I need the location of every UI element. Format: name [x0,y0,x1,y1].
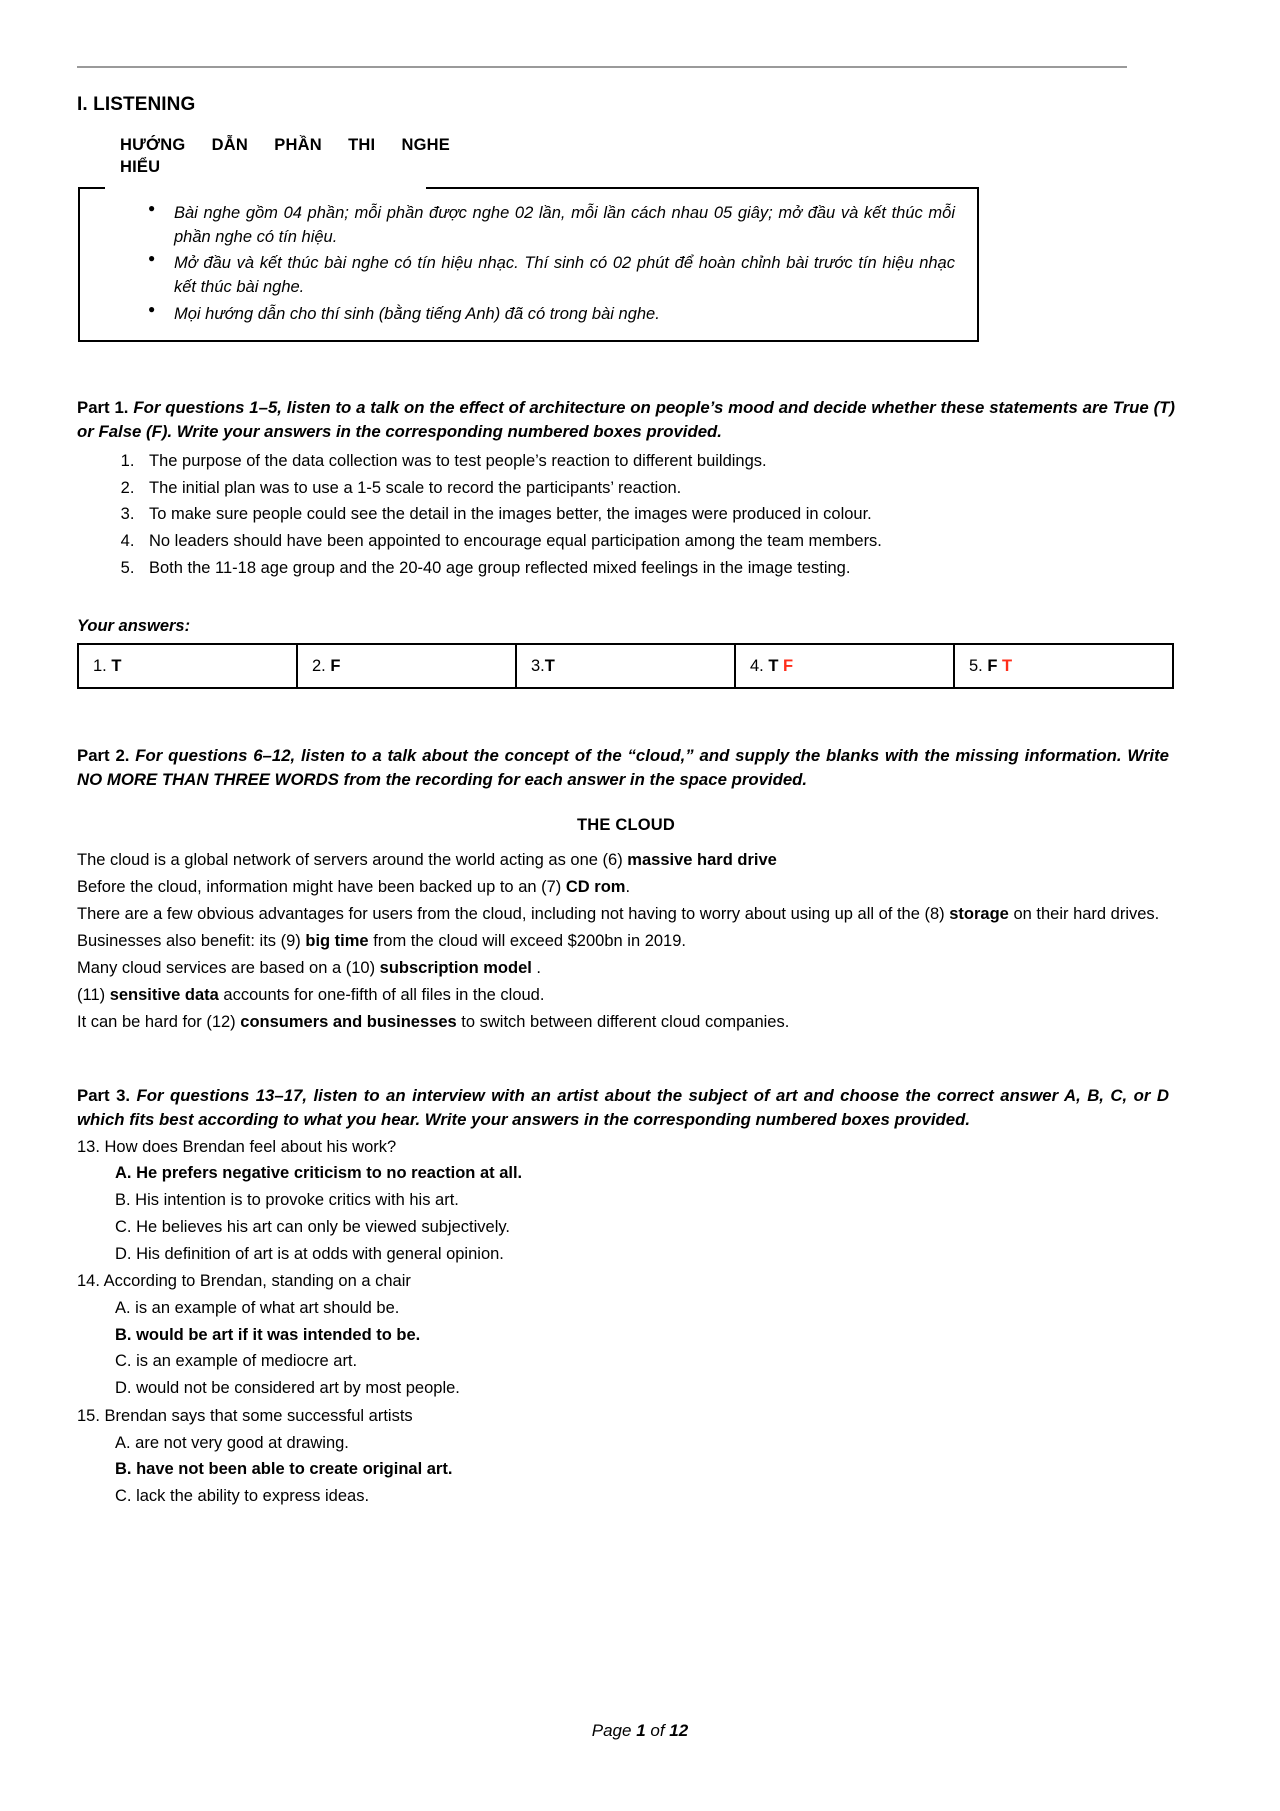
option-13-c[interactable]: C. He believes his art can only be viewed subjectively. [115,1217,510,1236]
part1-label: Part 1. [77,397,129,417]
guide-bullet-item: ● Bài nghe gồm 04 phần; mỗi phần được nghe 02 lần, mỗi lần cách nhau 05 giây; mở đầu và kết thúc mỗi phần nghe có tín hiệu. [98,201,959,250]
part2-heading [77,744,1169,792]
gapfill-line [77,956,1169,982]
answer-value: T [111,656,122,675]
part3-question-list [77,1134,1175,1510]
list-item: 2. The initial plan was to use a 1-5 scale to record the participants’ reaction. [139,475,1175,502]
guide-heading [120,134,450,179]
gapfill-pre: The cloud is a global network of servers around the world acting as one (6) [77,851,628,870]
gapfill-line [77,875,1169,901]
passage-title: THE CLOUD [576,816,676,835]
answer-cell-4[interactable] [735,644,954,688]
part2-instruction: For questions 6–12, listen to a talk about the concept of the “cloud,” and supply the blanks with the missing information. Write NO MORE THAN THREE WORDS from the recording for each answer in the space provided. [77,746,1170,790]
gapfill-answer: storage [949,905,1009,924]
answer-number: 1. [93,656,107,675]
page-title: I. LISTENING [77,94,196,115]
footer-total-pages: 12 [669,1721,689,1740]
gapfill-pre: Many cloud services are based on a (10) [77,959,380,977]
part2-gapfill-passage [77,848,1169,1035]
question-stem-14: 14. According to Brendan, standing on a chair [77,1272,411,1291]
gapfill-pre: Before the cloud, information might have been backed up to an (7) [77,878,566,897]
gapfill-post: accounts for one-fifth of all files in the cloud. [218,985,545,1004]
guide-box-border-left [78,187,105,189]
gapfill-line [77,1010,1169,1036]
gapfill-line [77,929,1169,955]
gapfill-line [77,983,1169,1009]
guide-heading-line2: HIỂU [120,158,161,177]
gapfill-answer: consumers and businesses [240,1012,457,1031]
gapfill-answer: subscription model [379,959,532,977]
answer-value: T [544,656,555,675]
option-14-a[interactable]: A. is an example of what art should be. [115,1299,400,1318]
guide-box-border-right [426,187,979,189]
answer-cell-3[interactable] [516,644,735,688]
list-item: 3. To make sure people could see the detail in the images better, the images were produced in colour. [139,501,1175,528]
part1-answers-table [77,643,1174,689]
answer-cell-1[interactable] [78,644,297,688]
part3-label: Part 3. [77,1085,131,1105]
option-15-b[interactable]: B. have not been able to create original art. [115,1460,453,1479]
table-row [78,644,1173,688]
option-13-d[interactable]: D. His definition of art is at odds with general opinion. [115,1244,504,1263]
gapfill-post: on their hard drives. [1008,905,1160,924]
answer-correction: T [1002,656,1013,675]
gapfill-answer: massive hard drive [627,851,777,870]
guide-bullet-list [98,201,959,326]
answer-number: 3. [531,656,545,675]
answer-value: T [768,656,779,675]
guide-bullet-item: ● Mở đầu và kết thúc bài nghe có tín hiệu nhạc. Thí sinh có 02 phút để hoàn chỉnh bài trước tín hiệu nhạc kết thúc bài nghe. [98,251,959,300]
gapfill-pre: Businesses also benefit: its (9) [77,932,306,951]
gapfill-post: . [531,959,542,977]
answer-value: F [987,656,998,675]
guide-box [78,187,979,342]
option-15-c[interactable]: C. lack the ability to express ideas. [115,1487,370,1506]
page-footer [0,1721,1280,1741]
part2-label: Part 2. [77,746,130,766]
part1-instruction: For questions 1–5, listen to a talk on the effect of architecture on people’s mood and decide whether these statements are True (T) or False (F). Write your answers in the corresponding numbered boxes provided. [77,397,1175,441]
option-14-d[interactable]: D. would not be considered art by most people. [115,1379,460,1398]
list-item: 1. The purpose of the data collection was to test people’s reaction to different buildings. [139,448,1175,475]
gapfill-line [77,848,1169,874]
part3-heading [77,1084,1169,1132]
list-item: 5. Both the 11-18 age group and the 20-40 age group reflected mixed feelings in the image testing. [139,555,1175,582]
question-stem-15: 15. Brendan says that some successful artists [77,1406,413,1425]
answer-number: 4. [750,656,764,675]
answer-cell-5[interactable] [954,644,1173,688]
gapfill-answer: big time [305,932,369,951]
gapfill-answer: sensitive data [109,985,219,1004]
gapfill-post: . [625,878,631,897]
footer-page-number: 1 [636,1721,646,1740]
footer-prefix: Page [591,1721,637,1740]
guide-bullet-item: ● Mọi hướng dẫn cho thí sinh (bằng tiếng Anh) đã có trong bài nghe. [98,302,959,326]
part1-statement-list [77,448,1175,582]
option-15-a[interactable]: A. are not very good at drawing. [115,1433,349,1452]
gapfill-post: to switch between different cloud companies. [456,1012,790,1031]
answer-cell-2[interactable] [297,644,516,688]
part1-heading [77,396,1175,444]
part3-instruction: For questions 13–17, listen to an interview with an artist about the subject of art and choose the correct answer A, B, C, or D which fits best according to what you hear. Write your answers in the corresponding numbered boxes provided. [77,1085,1169,1129]
footer-middle: of [645,1721,670,1740]
your-answers-label: Your answers: [77,617,191,636]
gapfill-answer: CD rom [565,878,626,897]
gapfill-pre: It can be hard for (12) [77,1012,241,1031]
gapfill-pre: There are a few obvious advantages for users from the cloud, including not having to worry about using up all of the (8) [77,905,950,924]
gapfill-pre: (11) [77,985,110,1004]
answer-value: F [330,656,341,675]
answer-correction: F [783,656,794,675]
answer-number: 5. [969,656,983,675]
header-divider [77,66,1127,68]
option-13-b[interactable]: B. His intention is to provoke critics with his art. [115,1191,459,1210]
list-item: 4. No leaders should have been appointed to encourage equal participation among the team members. [139,528,1175,555]
gapfill-line [77,902,1169,928]
option-14-c[interactable]: C. is an example of mediocre art. [115,1352,358,1371]
option-13-a[interactable]: A. He prefers negative criticism to no reaction at all. [115,1164,523,1183]
question-stem-13: 13. How does Brendan feel about his work? [77,1137,397,1156]
gapfill-post: from the cloud will exceed $200bn in 2019. [368,932,686,951]
guide-heading-line1: HƯỚNG DẪN PHẦN THI NGHE [120,136,450,154]
answer-number: 2. [312,656,326,675]
page-content [77,0,1175,1510]
option-14-b[interactable]: B. would be art if it was intended to be. [115,1325,421,1344]
